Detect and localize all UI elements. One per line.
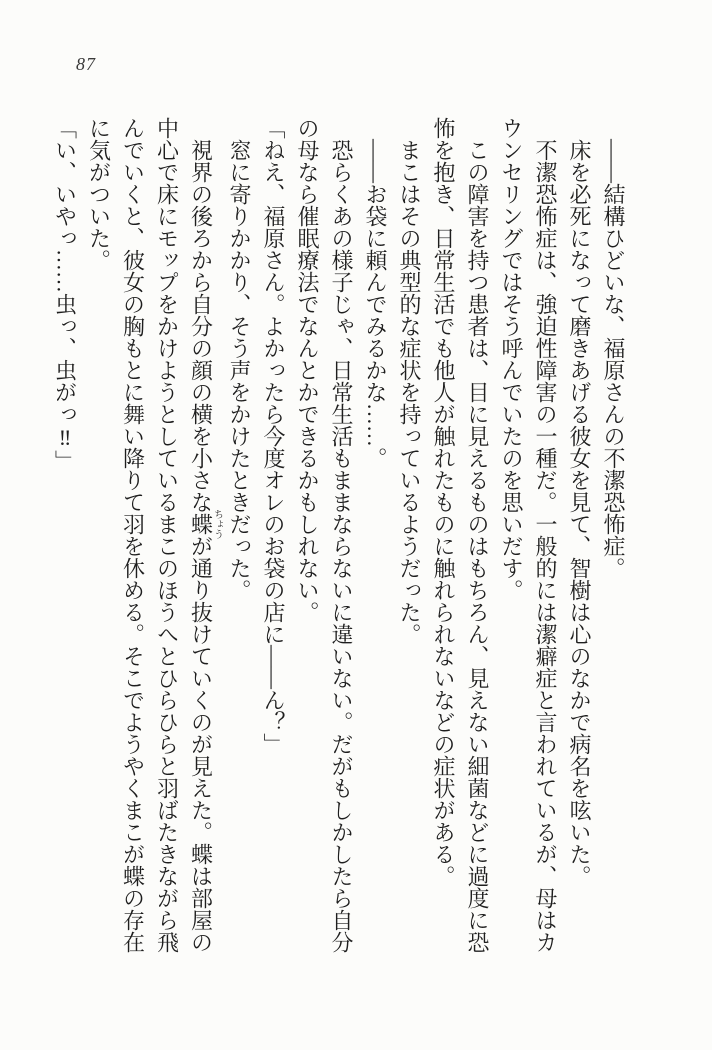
- paragraph: この障害を持つ患者は、目に見えるものはもちろん、見えない細菌などに過度に恐怖を抱き、日常生活でも他人が触れたものに触れられないなどの症状がある。: [431, 117, 490, 953]
- paragraph: 恐らくあの様子じゃ、日常生活もままならないに違いない。だがもしかしたら自分の母なら催眠療法でなんとかできるかもしれない。: [295, 117, 354, 953]
- paragraph: ——結構ひどいな、福原さんの不潔恐怖症。: [601, 139, 626, 579]
- paragraph: 「い、いやっ……虫っ、虫がっ‼」: [52, 117, 78, 472]
- paragraph: ——お袋に頼んでみるかな……。: [363, 139, 388, 469]
- paragraph: 不潔恐怖症は、強迫性障害の一種だ。一般的には潔癖症と言われているが、母はカウンセリングではそう呼んでいたのを思いだす。: [499, 117, 558, 953]
- paragraph: 「ねえ、福原さん。よかったら今度オレのお袋の店に——ん？」: [261, 117, 286, 755]
- paragraph: 視界の後ろから自分の顔の横を小さな蝶ちょうが通り抜けていくのが見えた。蝶は部屋の中心で床にモップをかけようとしているまこのほうへとひらひらと羽ばたきながら飛んでいくと、彼女の胸もとに舞い降りて羽を休める。そこでようやくまこが蝶の存在に気がついた。: [86, 117, 223, 953]
- paragraph: 床を必死になって磨きあげる彼女を見て、智樹は心のなかで病名を呟いた。: [567, 139, 592, 887]
- page-number: 87: [76, 54, 96, 74]
- ruby-annotated-kanji: 蝶ちょう: [188, 509, 223, 539]
- paragraph: 窓に寄りかかり、そう声をかけたときだった。: [227, 139, 252, 601]
- paragraph: まこはその典型的な症状を持っているようだった。: [397, 139, 422, 645]
- text-block: [50, 117, 630, 963]
